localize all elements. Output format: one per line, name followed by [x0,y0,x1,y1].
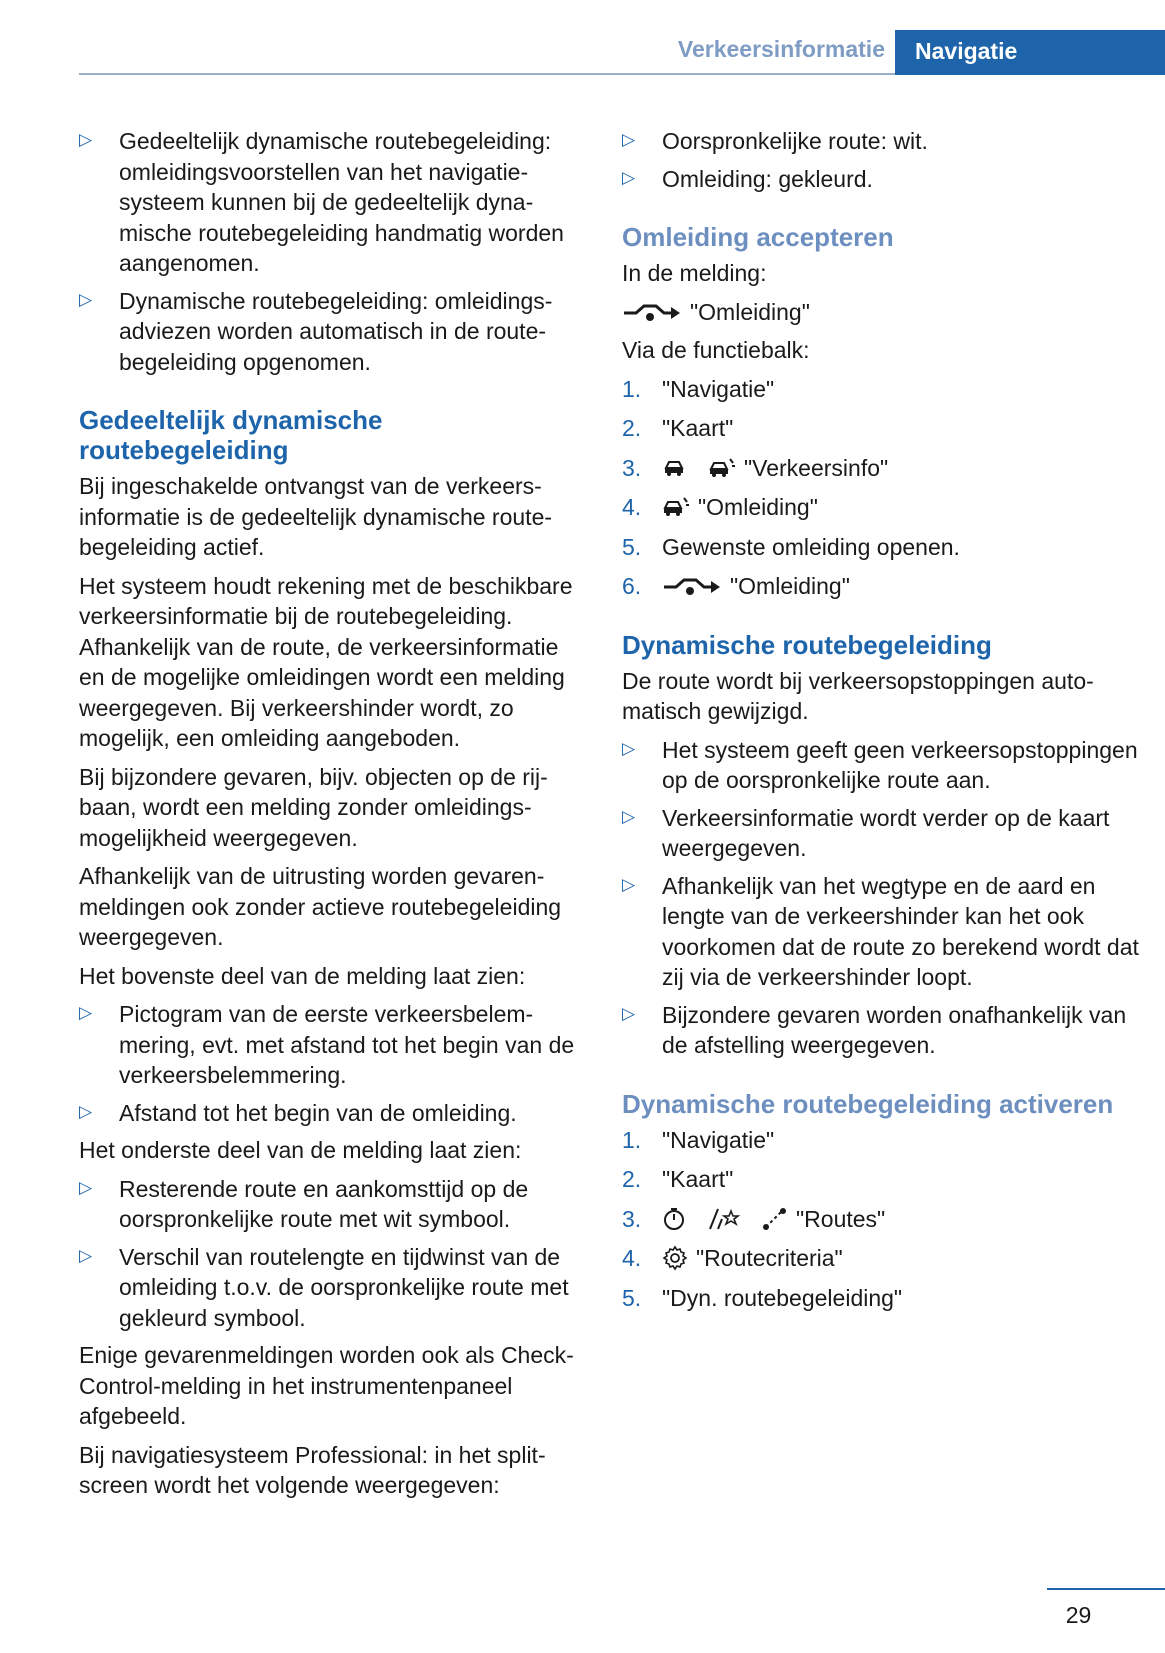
list-item: ▷ Resterende route en aankomsttijd op de oorspronkelijke route met wit symbool. [79,1174,589,1235]
step-item: 1. "Navigatie" [622,375,775,402]
list-item: ▷ Bijzondere gevaren worden onafhankelijk van de afstelling weergegeven. [622,1000,1142,1061]
left-column [79,126,589,1509]
list-item: ▷ Afhankelijk van het wegtype en de aard en lengte van de verkeershinder kan het ook voorkomen dat de route zo berekend wordt dat zij via de verkeershinder loopt. [622,871,1142,993]
triangle-bullet-icon: ▷ [622,806,636,826]
section-heading: Omleiding accepteren [622,222,894,252]
step-item: 4. "Routecriteria" [622,1245,843,1271]
paragraph: Enige gevarenmeldingen worden ook als Check-Control-melding in het instrumentenpaneel afgebeeld. [79,1342,574,1429]
paragraph: Afhankelijk van de uitrusting worden gevarenmeldingen ook zonder actieve routebegeleiding weergegeven. [79,863,562,950]
step-item: 2. "Kaart" [622,415,734,441]
list-item: ▷ Dynamische routebegeleiding: omleidingsadviezen worden automatisch in de routebegeleiding opgenomen. [79,286,589,378]
list-item: ▷ Afstand tot het begin van de omleiding. [79,1098,589,1129]
section-heading: Dynamische routebegeleiding [622,629,992,660]
detour-instruction: "Omleiding" [622,297,1142,328]
step-item: 5. Gewenste omleiding openen. [622,533,960,560]
car-traffic-icon [662,496,690,518]
step-item: 4. "Omleiding" [622,494,818,520]
step-item: 3. "Verkeersinfo" [622,454,889,481]
running-header-section: Verkeersinformatie [677,36,885,62]
running-header-chapter: Navigatie [895,30,1165,75]
section-heading: Dynamische routebegeleiding activeren [622,1088,1114,1119]
detour-icon [662,575,722,597]
triangle-bullet-icon: ▷ [622,167,636,187]
page-number: 29 [1065,1602,1092,1628]
triangle-bullet-icon: ▷ [79,289,93,309]
step-item: 1. "Navigatie" [622,1126,775,1153]
paragraph: Het onderste deel van de melding laat zien: [79,1137,522,1163]
triangle-bullet-icon: ▷ [79,1245,93,1265]
triangle-bullet-icon: ▷ [622,1003,636,1023]
triangle-bullet-icon: ▷ [622,874,636,894]
paragraph: Bij bijzondere gevaren, bijv. objecten op de rijbaan, wordt een melding zonder omleidingsmogelijkheid weergegeven. [79,763,548,851]
list-item: ▷ Verkeersinformatie wordt verder op de kaart weergegeven. [622,803,1142,864]
list-item: ▷ Oorspronkelijke route: wit. [622,126,1142,157]
triangle-bullet-icon: ▷ [79,1003,93,1022]
route-star-icon [708,1207,740,1231]
header-rule [79,73,895,75]
timer-icon [662,1207,686,1231]
gear-icon [662,1245,688,1271]
list-item: ▷ Verschil van routelengte en tijdwinst van de omleiding t.o.v. de oorspronkelijke route met gekleurd symbool. [79,1242,589,1334]
route-dots-icon [762,1207,788,1231]
triangle-bullet-icon: ▷ [79,1101,93,1121]
car-traffic-icon [708,457,736,479]
section-heading: Gedeeltelijk dynamische routebegeleiding [79,405,383,465]
paragraph: De route wordt bij verkeersopstoppingen automatisch gewijzigd. [622,667,1094,724]
triangle-bullet-icon: ▷ [79,1177,93,1197]
step-item: 3. "Routes" [622,1205,886,1232]
right-column [622,126,1142,1322]
step-item: 2. "Kaart" [622,1166,734,1192]
step-item: 6. "Omleiding" [622,573,850,599]
paragraph: Via de functiebalk: [622,337,810,363]
list-item: ▷ Pictogram van de eerste verkeersbelemmering, evt. met afstand tot het begin van de verkeersbelemmering. [79,999,589,1091]
triangle-bullet-icon: ▷ [622,738,636,758]
paragraph: Het bovenste deel van de melding laat zien: [79,962,526,989]
list-item: ▷ Omleiding: gekleurd. [622,164,1142,195]
paragraph: Bij navigatiesysteem Professional: in het splitscreen wordt het volgende weergegeven: [79,1441,546,1498]
list-item: ▷ Het systeem geeft geen verkeersopstoppingen op de oorspronkelijke route aan. [622,735,1142,796]
step-item: 5. "Dyn. routebegeleiding" [622,1284,903,1311]
car-icon [662,458,686,478]
detour-icon [622,301,682,323]
list-item: ▷ Gedeeltelijk dynamische routebegeleiding: omleidingsvoorstellen van het navigatiesysteem kunnen bij de gedeeltelijk dynamische routebegeleiding handmatig worden aangenomen. [79,126,589,279]
triangle-bullet-icon: ▷ [79,130,93,149]
triangle-bullet-icon: ▷ [622,130,636,149]
footer-rule [1047,1588,1165,1590]
paragraph: Het systeem houdt rekening met de beschikbare verkeersinformatie bij de routebegeleiding. Afhankelijk van de route, de verkeersinformatie en de mogelijke omleidingen wordt een melding weergegeven. Bij verkeershinder wordt, zo mogelijk, een omleiding aangeboden. [79,572,573,751]
paragraph: In de melding: [622,260,767,286]
paragraph: Bij ingeschakelde ontvangst van de verkeersinformatie is de gedeeltelijk dynamische routebegeleiding actief. [79,473,553,560]
